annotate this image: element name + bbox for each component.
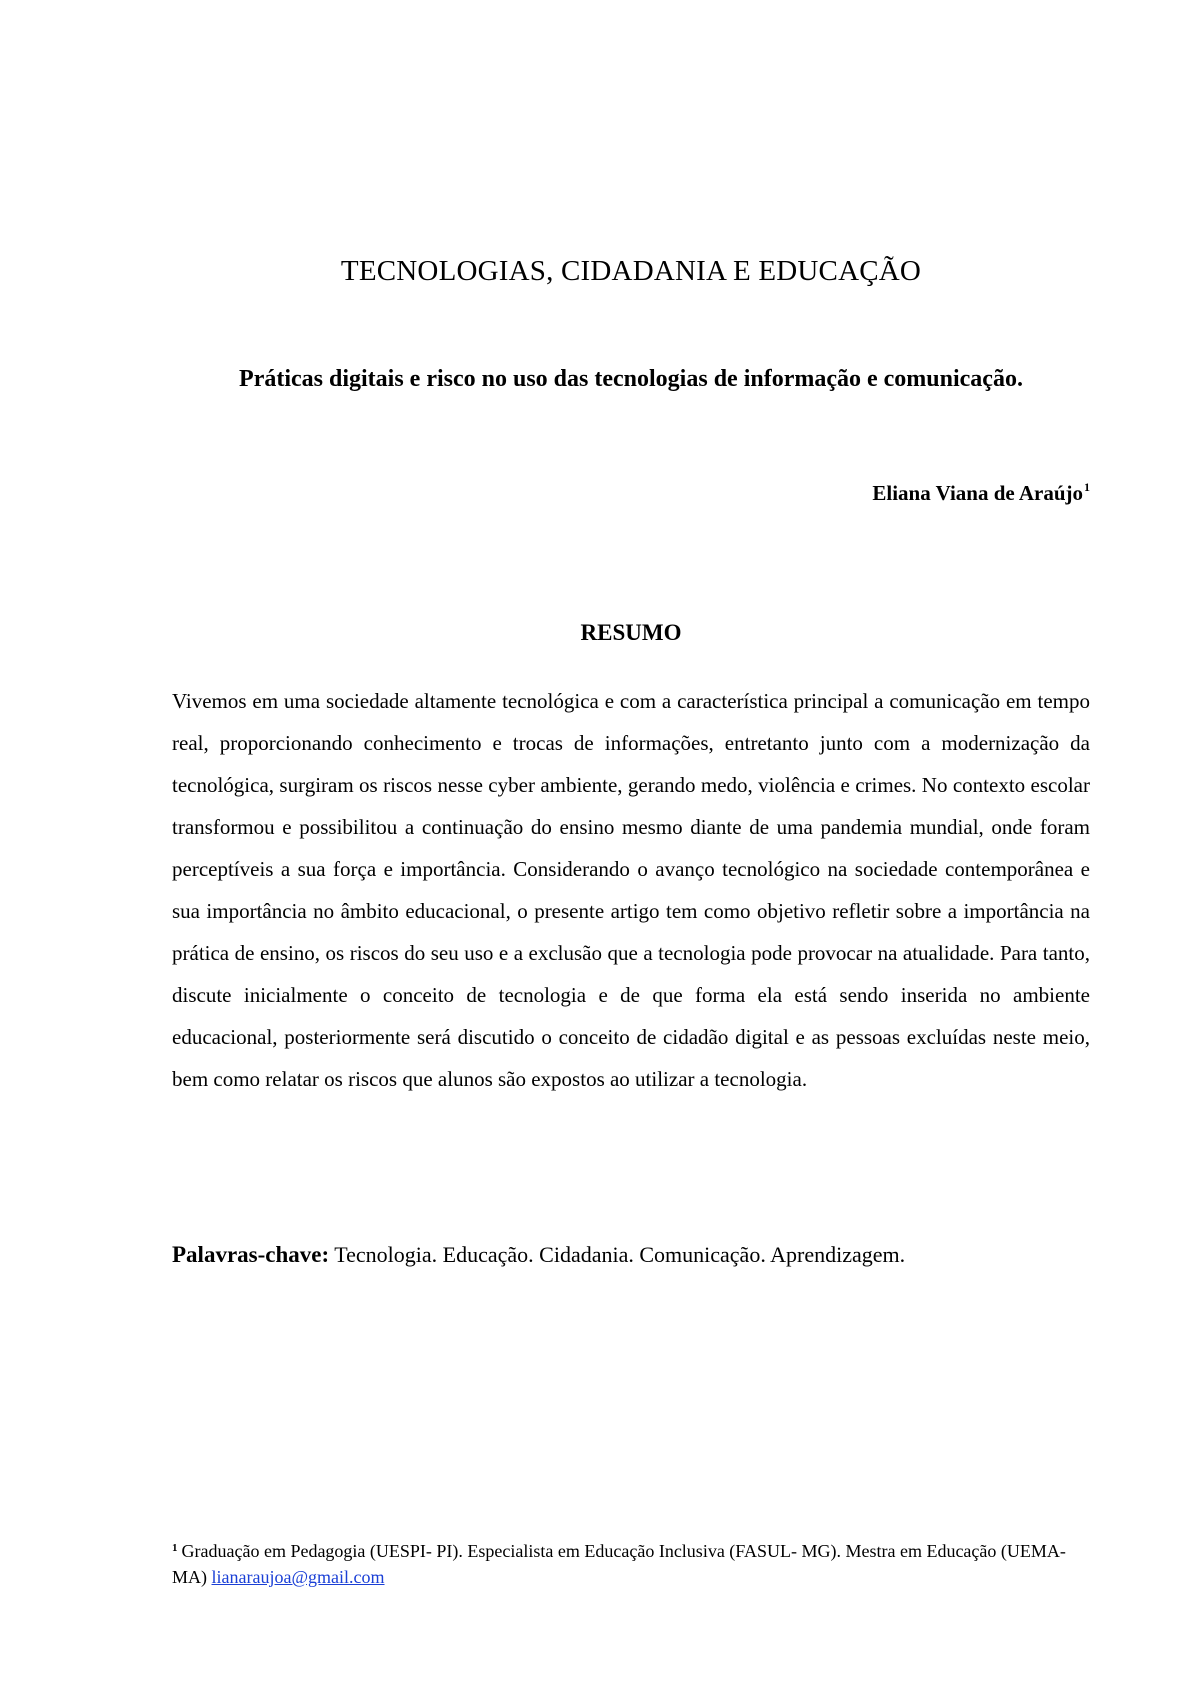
document-subtitle: Práticas digitais e risco no uso das tecnologias de informação e comunicação. [239,366,1023,392]
author-footnote-marker[interactable]: 1 [1084,480,1090,494]
author-line [872,480,1090,506]
document-title: TECNOLOGIAS, CIDADANIA E EDUCAÇÃO [340,255,922,287]
footnote-text: Graduação em Pedagogia (UESPI- PI). Especialista em Educação Inclusiva (FASUL- MG). Mestra em Educação (UEMA- MA) [172,1541,1066,1587]
keywords-label: Palavras-chave: [172,1242,330,1267]
footnote-marker: 1 [172,1542,178,1554]
footnote [172,1535,1072,1590]
keywords-line [172,1242,1090,1268]
abstract-heading: RESUMO [580,620,682,645]
abstract-text: Vivemos em uma sociedade altamente tecnológica e com a característica principal a comunicação em tempo real, proporcionando conhecimento e trocas de informações, entretanto junto com a modernização da tecnológica, surgiram os riscos nesse cyber ambiente, gerando medo, violência e crimes. No contexto escolar transformou e possibilitou a continuação do ensino mesmo diante de uma pandemia mundial, onde foram perceptíveis a sua força e importância. Considerando o avanço tecnológico na sociedade contemporânea e sua importância no âmbito educacional, o presente artigo tem como objetivo refletir sobre a importância na prática de ensino, os riscos do seu uso e a exclusão que a tecnologia pode provocar na atualidade. Para tanto, discute inicialmente o conceito de tecnologia e de que forma ela está sendo inserida no ambiente educacional, posteriormente será discutido o conceito de cidadão digital e as pessoas excluídas neste meio, bem como relatar os riscos que alunos são expostos ao utilizar a tecnologia. [172,689,1090,1091]
keywords-values: Tecnologia. Educação. Cidadania. Comunicação. Aprendizagem. [334,1242,906,1267]
footnote-email-link[interactable]: lianaraujoa@gmail.com [211,1567,385,1587]
author-name: Eliana Viana de Araújo [872,481,1083,505]
